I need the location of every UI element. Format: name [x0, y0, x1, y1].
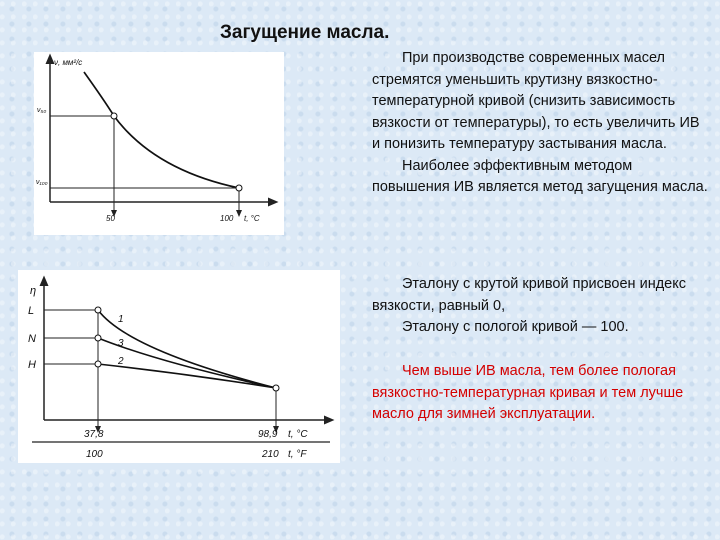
point-50 [111, 113, 117, 119]
curve-2 [98, 364, 276, 388]
point-n [95, 335, 101, 341]
paragraph-flat-reference: Эталону с пологой кривой — 100. [402, 319, 629, 335]
x-fahrenheit-2: 210 [262, 449, 279, 460]
paragraph-modern-oils: При производстве современных масел стремятся уменьшить крутизну вязкостно-температурной кривой (снизить зависимость вязкости от температуры), то есть увеличить ИВ и понизить температуру застывания масла. [372, 50, 700, 152]
x-mark-50: 50 [106, 214, 115, 223]
y-axis-label: ν, мм²/с [54, 58, 83, 67]
curve-label-2: 2 [118, 356, 124, 367]
reference-curves-svg [18, 270, 340, 463]
v100-label: ν₁₀₀ [36, 179, 48, 186]
paragraph-conclusion: Чем выше ИВ масла, тем более пологая вязкостно-температурная кривая и тем лучше масло для зимней эксплуатации. [372, 363, 684, 422]
point-100 [236, 185, 242, 191]
y-label-n: N [28, 333, 36, 345]
x-axis-label: t, °C [244, 214, 260, 223]
x-mark-100: 100 [220, 214, 234, 223]
paragraph-steep-reference: Эталону с крутой кривой присвоен индекс вязкости, равный 0, [372, 276, 686, 314]
v50-label: ν₅₀ [37, 107, 47, 114]
curve-label-1: 1 [118, 314, 124, 325]
viscosity-curve [84, 72, 239, 188]
y-axis-label: η [30, 285, 37, 297]
x-fahrenheit-unit: t, °F [288, 449, 307, 460]
slide-title: Загущение масла. [220, 22, 390, 43]
x-fahrenheit-1: 100 [86, 449, 103, 460]
viscosity-curve-svg [34, 52, 284, 235]
curve-1 [98, 310, 276, 388]
curve-label-3: 3 [118, 338, 124, 349]
intro-text-block [372, 48, 710, 199]
y-label-l: L [28, 305, 35, 317]
reference-text-block [372, 274, 710, 339]
x-celsius-2: 98,9 [258, 429, 278, 440]
x-celsius-1: 37,8 [84, 429, 104, 440]
paragraph-thickening-method: Наиболее эффективным методом повышения ИВ является метод загущения масла. [372, 157, 708, 195]
point-l [95, 307, 101, 313]
point-h [95, 361, 101, 367]
y-label-h: H [28, 359, 36, 371]
x-celsius-unit: t, °C [288, 429, 308, 440]
reference-oils-diagram [18, 270, 340, 463]
conclusion-text-block [372, 361, 710, 426]
point-common [273, 385, 279, 391]
viscosity-temperature-diagram [34, 52, 284, 235]
